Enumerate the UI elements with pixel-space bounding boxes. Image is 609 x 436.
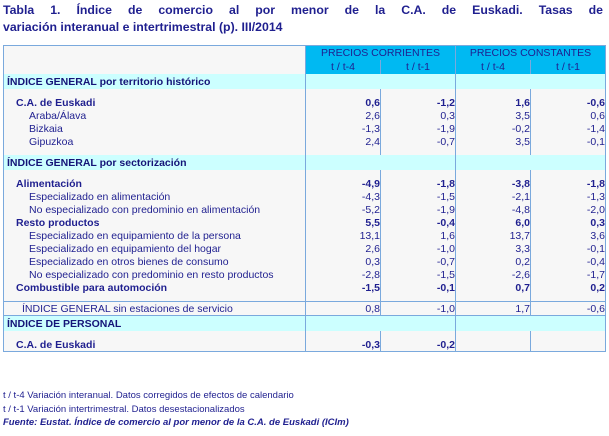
row-label: Especializado en equipamiento de la persona — [4, 229, 306, 242]
spacer-cell — [4, 148, 306, 155]
cell-value: -0,7 — [381, 255, 456, 268]
cell-value: -0,1 — [531, 242, 606, 255]
table-row — [4, 338, 606, 352]
row-label: C.A. de Euskadi — [4, 96, 306, 109]
band-fill — [456, 155, 531, 170]
cell-value: -1,9 — [381, 122, 456, 135]
cell-value: -4,8 — [456, 203, 531, 216]
cell-value: -1,3 — [531, 190, 606, 203]
title-line-1: Tabla 1. Índice de comercio al por menor de la C.A. de Euskadi. Tasas de — [3, 3, 603, 17]
standalone-row — [4, 302, 606, 316]
cell-value — [531, 338, 606, 352]
cell-value — [531, 170, 606, 177]
cell-value — [531, 331, 606, 338]
cell-value: -1,0 — [381, 302, 456, 316]
header-blank-cell-2 — [4, 60, 306, 74]
cell-value — [381, 89, 456, 96]
row-label: No especializado con predominio en alimentación — [4, 203, 306, 216]
cell-value: 13,1 — [306, 229, 381, 242]
cell-value: -2,0 — [531, 203, 606, 216]
cell-value: 2,4 — [306, 135, 381, 148]
table-row — [4, 177, 606, 190]
row-label: ÍNDICE GENERAL sin estaciones de servicio — [4, 302, 306, 316]
table-row — [4, 242, 606, 255]
cell-value: -5,2 — [306, 203, 381, 216]
row-label: Alimentación — [4, 177, 306, 190]
cell-value: 3,5 — [456, 135, 531, 148]
retail-index-table — [3, 45, 606, 352]
cell-value: -1,8 — [531, 177, 606, 190]
cell-value — [456, 294, 531, 302]
band-fill — [456, 316, 531, 332]
cell-value: 0,2 — [531, 281, 606, 294]
table-row — [4, 268, 606, 281]
cell-value — [306, 331, 381, 338]
header-subcol-0: t / t-4 — [306, 60, 381, 74]
cell-value: -1,5 — [381, 268, 456, 281]
cell-value: -0,1 — [531, 135, 606, 148]
band-fill — [531, 316, 606, 332]
section-band-0 — [4, 74, 606, 89]
table-row — [4, 229, 606, 242]
cell-value: 1,6 — [456, 96, 531, 109]
cell-value: 1,7 — [456, 302, 531, 316]
cell-value: -1,3 — [306, 122, 381, 135]
header-group-1: PRECIOS CONSTANTES — [456, 46, 606, 61]
cell-value: 0,3 — [531, 216, 606, 229]
cell-value: 3,5 — [456, 109, 531, 122]
band-fill — [456, 74, 531, 89]
row-label: Gipuzkoa — [4, 135, 306, 148]
cell-value: -1,5 — [306, 281, 381, 294]
cell-value: -1,5 — [381, 190, 456, 203]
cell-value — [531, 294, 606, 302]
row-label: No especializado con predominio en resto productos — [4, 268, 306, 281]
cell-value: -0,6 — [531, 302, 606, 316]
cell-value: 13,7 — [456, 229, 531, 242]
cell-value: 0,8 — [306, 302, 381, 316]
cell-value — [381, 331, 456, 338]
page-title — [3, 2, 603, 35]
cell-value — [381, 170, 456, 177]
cell-value: -0,4 — [531, 255, 606, 268]
band-fill — [306, 155, 381, 170]
footnote-tt4: t / t-4 Variación interanual. Datos corregidos de efectos de calendario — [3, 390, 294, 401]
row-label: Especializado en otros bienes de consumo — [4, 255, 306, 268]
table-row — [4, 135, 606, 148]
cell-value: -2,6 — [456, 268, 531, 281]
header-subcol-1: t / t-1 — [381, 60, 456, 74]
cell-value: -0,6 — [531, 96, 606, 109]
band-fill — [381, 155, 456, 170]
footnote-tt1: t / t-1 Variación intertrimestral. Datos desestacionalizados — [3, 404, 245, 415]
section-band-label: ÍNDICE GENERAL por sectorización — [4, 155, 306, 170]
cell-value: -0,3 — [306, 338, 381, 352]
cell-value — [306, 89, 381, 96]
title-line-2: variación interanual e intertrimestral (p). III/2014 — [3, 19, 283, 34]
cell-value: -0,2 — [456, 122, 531, 135]
cell-value: -2,8 — [306, 268, 381, 281]
cell-value: 0,2 — [456, 255, 531, 268]
table-row — [4, 216, 606, 229]
cell-value: 3,3 — [456, 242, 531, 255]
cell-value: 0,3 — [306, 255, 381, 268]
cell-value: -0,1 — [381, 281, 456, 294]
cell-value: -1,7 — [531, 268, 606, 281]
cell-value — [456, 170, 531, 177]
spacer-row — [4, 294, 606, 302]
cell-value: -1,4 — [531, 122, 606, 135]
cell-value: -0,2 — [381, 338, 456, 352]
row-label: Araba/Álava — [4, 109, 306, 122]
cell-value — [456, 331, 531, 338]
table-row — [4, 255, 606, 268]
cell-value — [456, 89, 531, 96]
cell-value: 0,6 — [531, 109, 606, 122]
cell-value: 0,7 — [456, 281, 531, 294]
band-fill — [381, 74, 456, 89]
row-label: Resto productos — [4, 216, 306, 229]
cell-value: -1,8 — [381, 177, 456, 190]
cell-value — [381, 148, 456, 155]
row-label: Especializado en equipamiento del hogar — [4, 242, 306, 255]
table-header-groups — [4, 46, 606, 61]
row-label: Combustible para automoción — [4, 281, 306, 294]
header-blank-cell — [4, 46, 306, 61]
table-row — [4, 190, 606, 203]
cell-value: -1,2 — [381, 96, 456, 109]
spacer-row — [4, 89, 606, 96]
cell-value — [306, 170, 381, 177]
cell-value: 2,6 — [306, 109, 381, 122]
spacer-cell — [4, 331, 306, 338]
header-subcol-3: t / t-1 — [531, 60, 606, 74]
header-subcol-2: t / t-4 — [456, 60, 531, 74]
cell-value: 5,5 — [306, 216, 381, 229]
cell-value: 0,6 — [306, 96, 381, 109]
cell-value: 3,6 — [531, 229, 606, 242]
band-fill — [306, 316, 381, 332]
cell-value: 6,0 — [456, 216, 531, 229]
table-header-subcolumns — [4, 60, 606, 74]
cell-value: -0,7 — [381, 135, 456, 148]
section-band-1 — [4, 155, 606, 170]
table-row — [4, 203, 606, 216]
section-band-label: ÍNDICE DE PERSONAL — [4, 316, 306, 332]
spacer-cell — [4, 89, 306, 96]
cell-value: 0,3 — [381, 109, 456, 122]
cell-value — [531, 148, 606, 155]
table-row — [4, 122, 606, 135]
spacer-cell — [4, 170, 306, 177]
cell-value: -2,1 — [456, 190, 531, 203]
section-band-personnel — [4, 316, 606, 332]
row-label: Especializado en alimentación — [4, 190, 306, 203]
row-label: C.A. de Euskadi — [4, 338, 306, 352]
cell-value — [306, 294, 381, 302]
row-label: Bizkaia — [4, 122, 306, 135]
cell-value: -3,8 — [456, 177, 531, 190]
cell-value — [456, 148, 531, 155]
cell-value — [456, 338, 531, 352]
cell-value: 2,6 — [306, 242, 381, 255]
spacer-row — [4, 148, 606, 155]
cell-value: -1,0 — [381, 242, 456, 255]
table-row — [4, 281, 606, 294]
band-fill — [531, 155, 606, 170]
cell-value: -4,3 — [306, 190, 381, 203]
table-row — [4, 96, 606, 109]
band-fill — [381, 316, 456, 332]
header-group-0: PRECIOS CORRIENTES — [306, 46, 456, 61]
spacer-row — [4, 170, 606, 177]
cell-value — [381, 294, 456, 302]
section-band-label: ÍNDICE GENERAL por territorio histórico — [4, 74, 306, 89]
band-fill — [306, 74, 381, 89]
source-line: Fuente: Eustat. Índice de comercio al por menor de la C.A. de Euskadi (ICIm) — [3, 417, 349, 428]
cell-value — [306, 148, 381, 155]
band-fill — [531, 74, 606, 89]
cell-value: -0,4 — [381, 216, 456, 229]
cell-value: 1,6 — [381, 229, 456, 242]
cell-value: -1,9 — [381, 203, 456, 216]
table-row — [4, 109, 606, 122]
cell-value — [531, 89, 606, 96]
cell-value: -4,9 — [306, 177, 381, 190]
spacer-cell — [4, 294, 306, 302]
spacer-row — [4, 331, 606, 338]
